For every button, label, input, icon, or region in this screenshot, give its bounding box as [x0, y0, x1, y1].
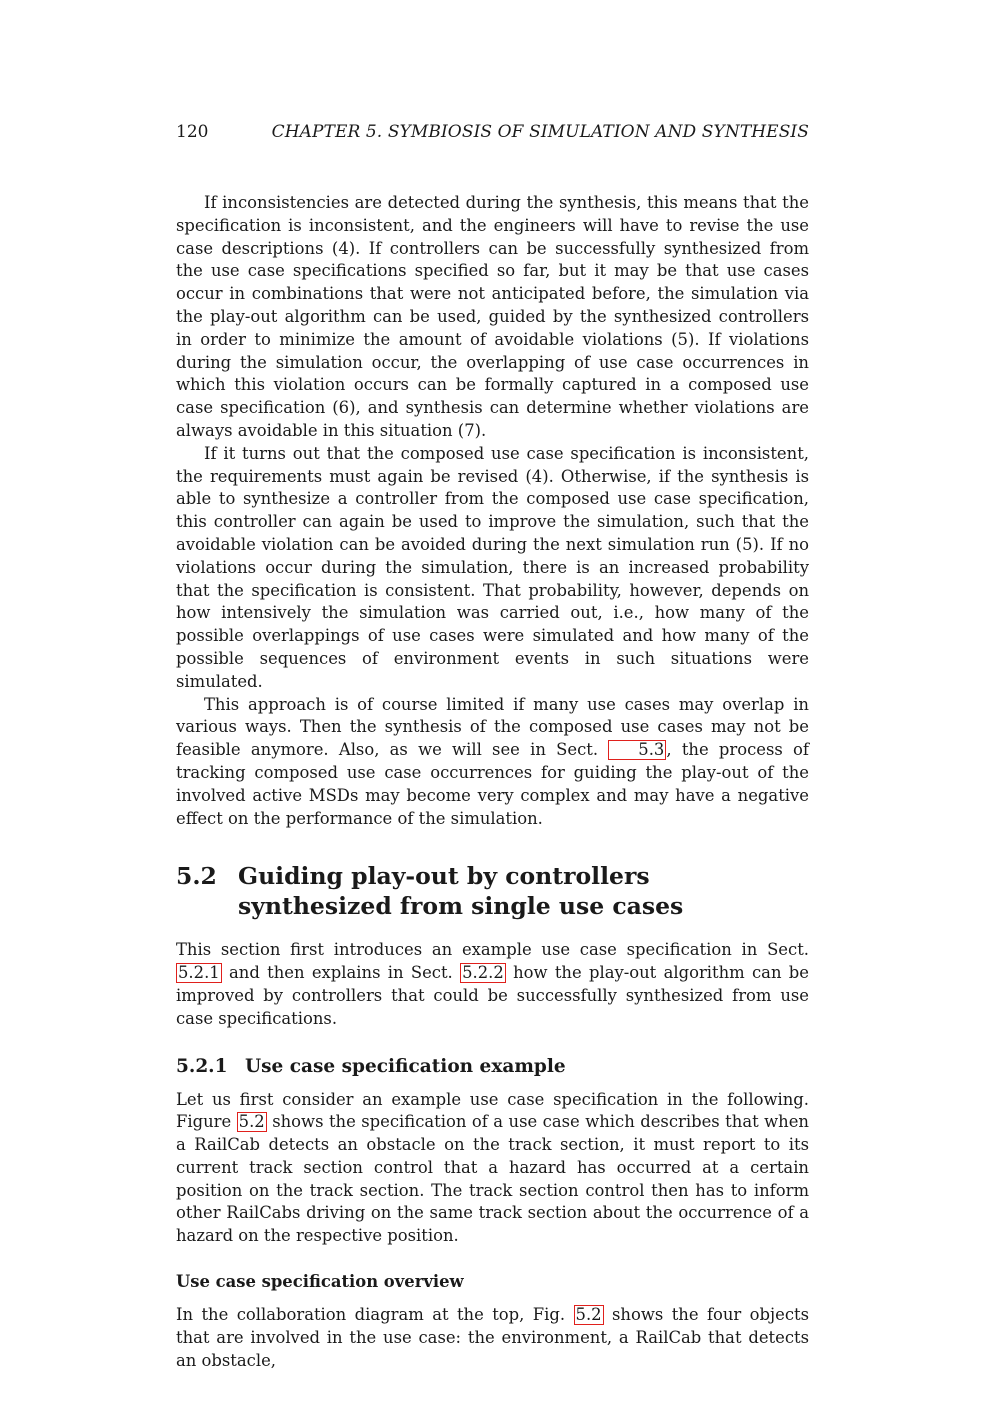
intro-text-b: and then explains in Sect. [221, 963, 461, 983]
subsection-5-2-1-text [176, 1089, 809, 1249]
subsection-title: Use case specification example [245, 1055, 566, 1077]
paragraph-3 [176, 694, 809, 831]
overview-text [176, 1304, 809, 1372]
paragraph-2: If it turns out that the composed use case specification is inconsistent, the requirements must again be revised (4). Otherwise, if the synthesis is able to synthesize a controller from the composed use case specification, this controller can again be used to improve the simulation, such that the avoidable violation can be avoided during the next simulation run (5). If no violations occur during the simulation, there is an increased probability that the specification is consistent. That probability, however, depends on how intensively the simulation was carried out, i.e., how many of the possible overlappings of use cases were simulated and how many of the possible sequences of environment events in such situations were simulated. [176, 443, 809, 691]
figure-5-2-link-2[interactable]: 5.2 [575, 1305, 602, 1325]
paragraph-1: If inconsistencies are detected during the synthesis, this means that the specification is inconsistent, and the engineers will have to revise the use case descriptions (4). If controllers can be successfully synthesized from the use case specifications specified so far, but it may be that use cases occur in combinations that were not anticipated before, the simulation via the play-out algorithm can be used, guided by the synthesized controllers in order to minimize the amount of avoidable violations (5). If violations during the simulation occur, the overlapping of use case occurrences in which this violation occurs can be formally captured in a composed use case specification (6), and synthesis can determine whether violations are always avoidable in this situation (7). [176, 193, 809, 440]
subsection-heading-5-2-1 [176, 1055, 809, 1079]
subsection-number: 5.2.1 [176, 1055, 228, 1077]
section-5-3-link[interactable]: 5.3 [608, 740, 666, 760]
paragraph-3-text-b: , the process of tracking composed use case occurrences for guiding the play-out of the involved active MSDs may become very complex and may have a negative effect on the performance of the simulation. [176, 740, 809, 828]
example-text-b: shows the specification of a use case which describes that when a RailCab detects an obstacle on the track section, it must report to its current track section control that a hazard has occurred at a certain position on the track section. The track section control then has to inform other RailCabs driving on the same track section about the occurrence of a hazard on the respective position. [176, 1112, 809, 1246]
figure-5-2-link[interactable]: 5.2 [238, 1112, 265, 1132]
running-header [176, 121, 809, 143]
body-text [176, 192, 809, 1372]
paragraph-3-text-a: This approach is of course limited if many use cases may overlap in various ways. Then the synthesis of the composed use cases may not be feasible anymore. Also, as we will see in Sect. [176, 694, 809, 760]
overview-text-a: In the collaboration diagram at the top, Fig. [176, 1305, 574, 1325]
example-text-a: Let us first consider an example use case specification in the following. Figure [176, 1089, 809, 1132]
intro-text-a: This section first introduces an example use case specification in Sect. [176, 940, 809, 960]
section-5-2-2-link[interactable]: 5.2.2 [462, 963, 504, 983]
section-5-2-1-link[interactable]: 5.2.1 [178, 963, 220, 983]
section-number: 5.2 [176, 862, 217, 891]
paragraph-heading-overview: Use case specification overview [176, 1272, 464, 1292]
chapter-title: CHAPTER 5. SYMBIOSIS OF SIMULATION AND SYNTHESIS [271, 122, 809, 142]
section-title: Guiding play-out by controllers synthesized from single use cases [238, 862, 684, 921]
intro-text-c: how the play-out algorithm can be improved by controllers that could be successfully synthesized from use case specifications. [176, 963, 809, 1028]
section-heading-5-2 [176, 861, 809, 921]
overview-text-b: shows the four objects that are involved in the use case: the environment, a RailCab that detects an obstacle, [176, 1305, 810, 1370]
page-number: 120 [176, 122, 209, 142]
section-5-2-intro [176, 939, 809, 1030]
